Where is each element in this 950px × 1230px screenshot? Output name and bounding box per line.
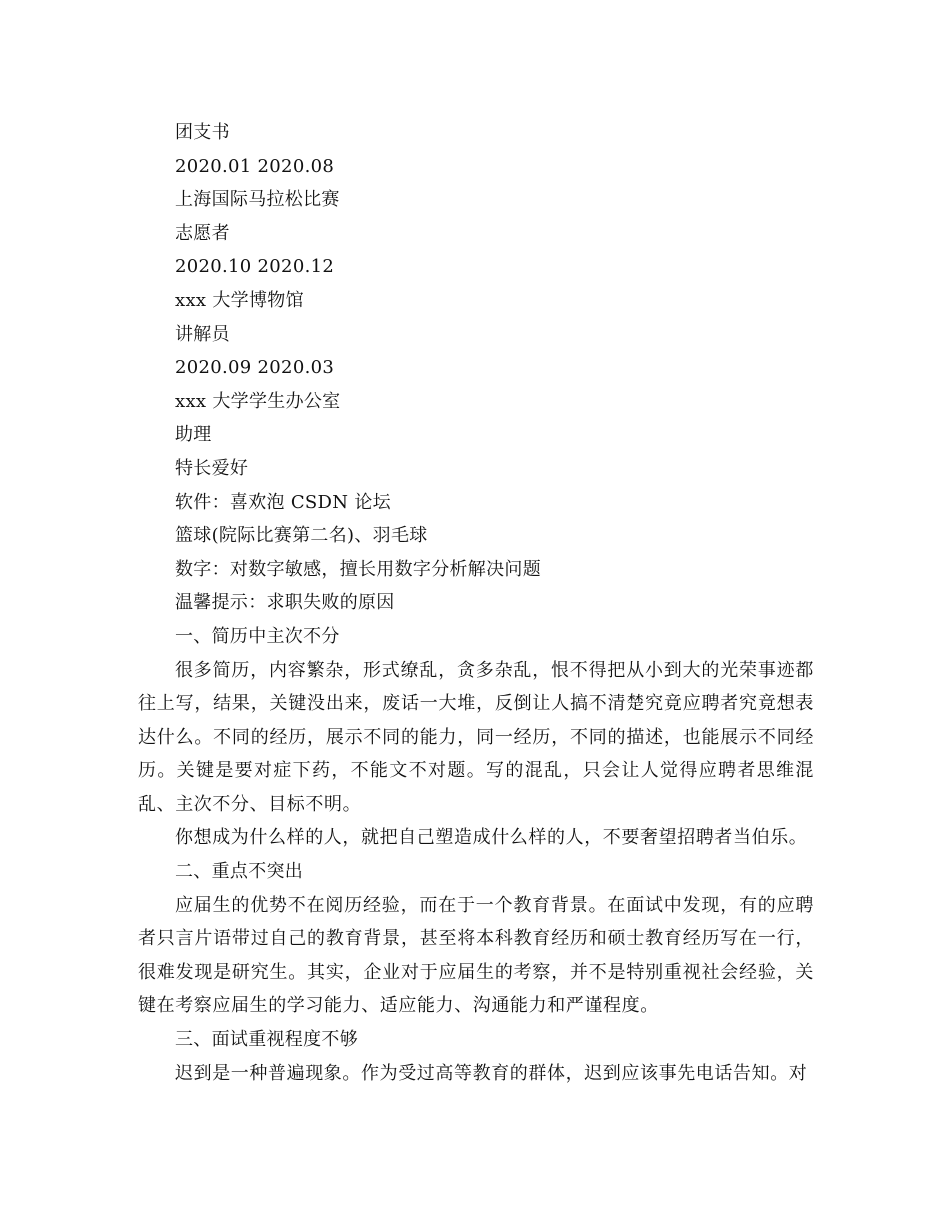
section-heading: 温馨提示：求职失败的原因	[175, 592, 395, 614]
text-line: xxx 大学博物馆	[175, 289, 304, 311]
section-heading: 特长爱好	[175, 457, 249, 479]
text-line: 2020.09 2020.03	[175, 357, 335, 379]
text-line: 助理	[175, 424, 212, 446]
text-line: 2020.01 2020.08	[175, 155, 335, 177]
text-line: 数字：对数字敏感，擅长用数字分析解决问题	[175, 558, 541, 580]
text-line: 讲解员	[175, 323, 230, 345]
section-heading: 一、简历中主次不分	[175, 625, 340, 647]
text-line: 团支书	[175, 122, 230, 143]
section-heading: 二、重点不突出	[175, 861, 304, 883]
text-line: 软件：喜欢泡 CSDN 论坛	[175, 491, 391, 513]
text-line: xxx 大学学生办公室	[175, 390, 341, 412]
paragraph: 你想成为什么样的人，就把自己塑造成什么样的人，不要奢望招聘者当伯乐。	[175, 827, 808, 849]
text-line: 2020.10 2020.12	[175, 256, 335, 278]
text-line: 篮球(院际比赛第二名)、羽毛球	[175, 525, 428, 547]
text-line: 志愿者	[175, 222, 230, 244]
section-heading: 三、面试重视程度不够	[175, 1029, 358, 1051]
paragraph: 应届生的优势不在阅历经验，而在于一个教育背景。在面试中发现，有的应聘者只言片语带过自己的教育背景，甚至将本科教育经历和硕士教育经历写在一行，很难发现是研究生。其实，企业对于应届生的考察，并不是特别重视社会经验，关键在考察应届生的学习能力、适应能力、沟通能力和严谨程度。	[138, 894, 814, 1017]
paragraph: 迟到是一种普遍现象。作为受过高等教育的群体，迟到应该事先电话告知。对	[175, 1062, 808, 1084]
document-body	[138, 116, 814, 1090]
paragraph: 很多简历，内容繁杂，形式缭乱，贪多杂乱，恨不得把从小到大的光荣事迹都往上写，结果，关键没出来，废话一大堆，反倒让人搞不清楚究竟应聘者究竟想表达什么。不同的经历，展示不同的能力，同一经历，不同的描述，也能展示不同经历。关键是要对症下药，不能文不对题。写的混乱，只会让人觉得应聘者思维混乱、主次不分、目标不明。	[138, 659, 814, 815]
text-line: 上海国际马拉松比赛	[175, 189, 340, 211]
